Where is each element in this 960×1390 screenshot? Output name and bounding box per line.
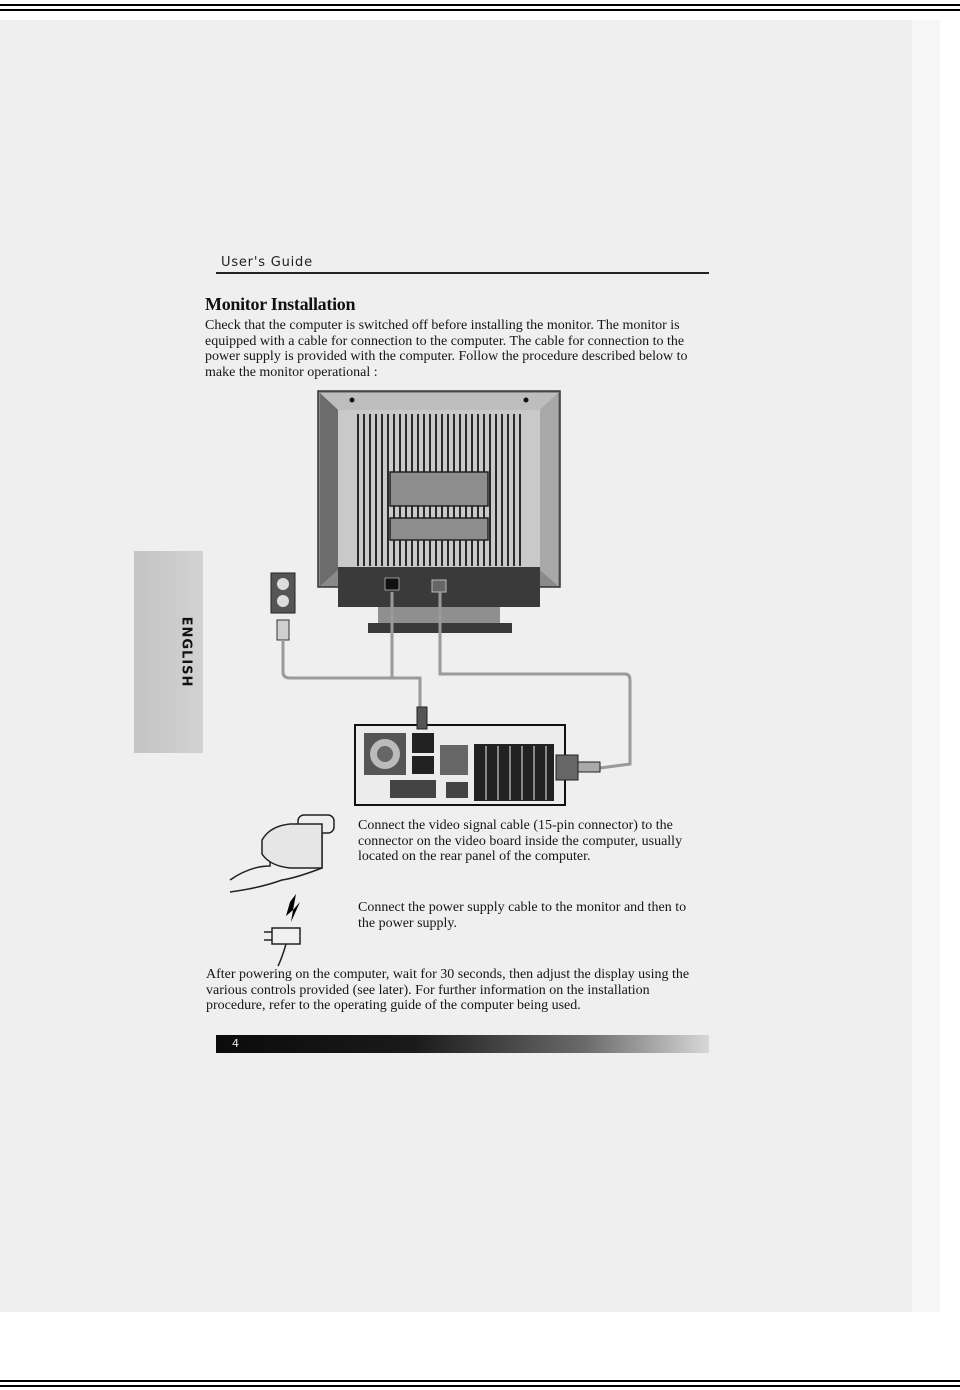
page-number: 4	[232, 1037, 239, 1050]
footer-gradient-bar	[216, 1035, 709, 1053]
section-title: Monitor Installation	[205, 294, 356, 314]
running-header: User's Guide	[221, 255, 313, 270]
step-power-cable: Connect the power supply cable to the monitor and then to the power supply.	[358, 900, 687, 931]
computer-rear-icon	[355, 707, 600, 805]
wall-socket-icon	[271, 573, 295, 640]
bottom-double-rule-2	[0, 1385, 960, 1387]
power-plug-icon	[264, 894, 300, 966]
step-video-cable: Connect the video signal cable (15-pin connector) to the connector on the video board inside the computer, usually located on the rear panel of the computer.	[358, 818, 683, 864]
closing-paragraph: After powering on the computer, wait for 30 seconds, then adjust the display using the various controls provided (see later). For further information on the installation procedure, refer to the operating guide of the computer being used.	[206, 967, 690, 1013]
intro-paragraph: Check that the computer is switched off before installing the monitor. The monitor is equipped with a cable for connection to the computer. The cable for connection to the power supply is provided with the computer. Follow the procedure described below to make the monitor operational :	[205, 318, 688, 380]
bottom-double-rule-1	[0, 1380, 960, 1382]
vga-connector-icon	[230, 815, 334, 892]
language-label: ENGLISH	[178, 616, 194, 688]
